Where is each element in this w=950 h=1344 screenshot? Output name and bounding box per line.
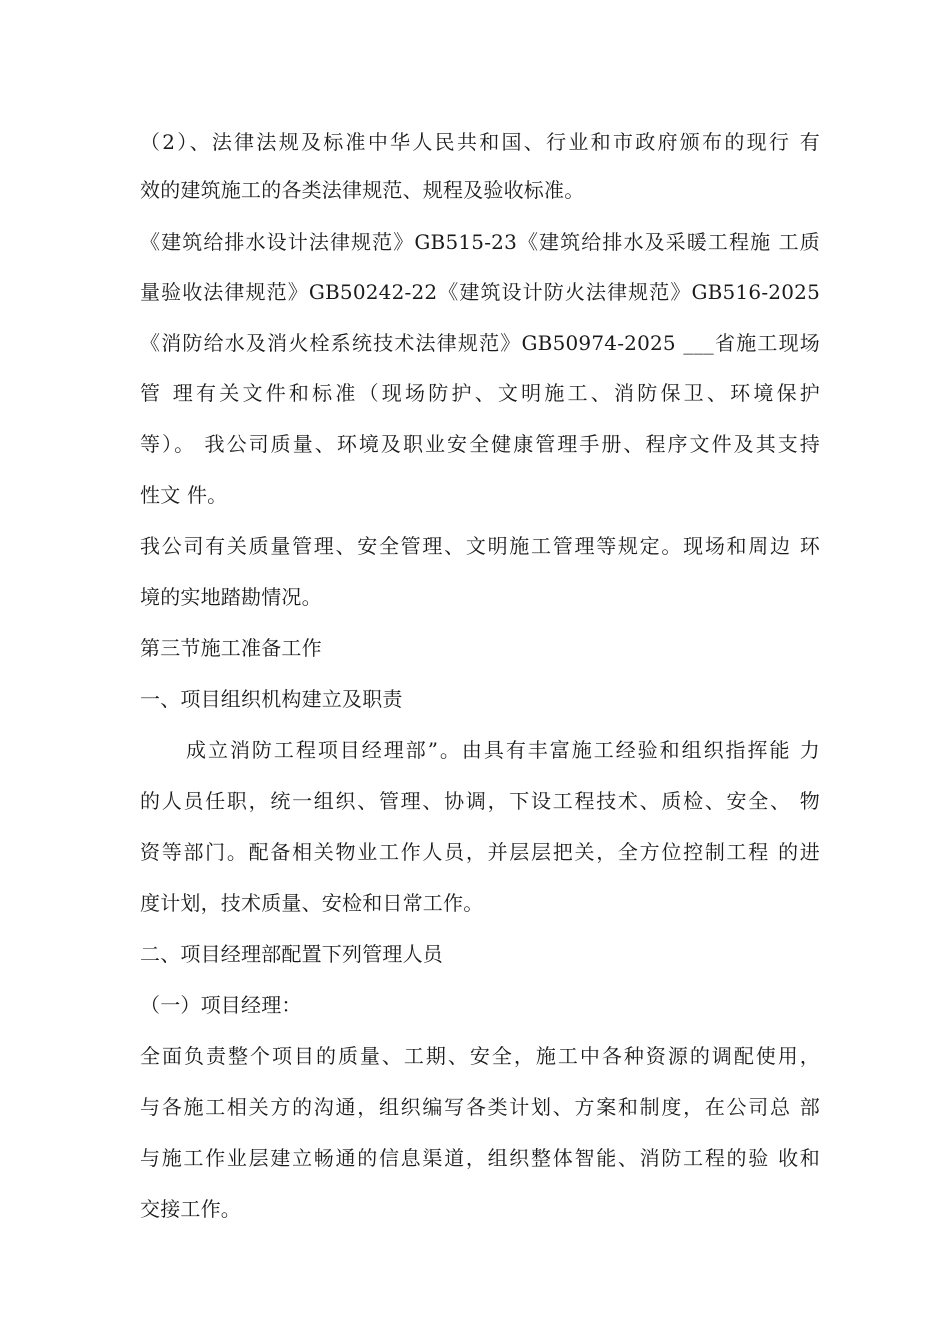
text-line: 境的实地踏勘情况。 — [140, 585, 322, 609]
text-line-standard: 《建筑给排水设计法律规范》GB515-23《建筑给排水及采暖工程施 工质 — [140, 230, 820, 254]
text-line: 性文 件。 — [140, 483, 228, 507]
text-line: 资等部门。配备相关物业工作人员，并层层把关，全方位控制工程 的进 — [140, 840, 820, 864]
text-line: 与各施工相关方的沟通，组织编写各类计划、方案和制度，在公司总 部 — [140, 1095, 820, 1119]
text-line-standard: 量验收法律规范》GB50242-22《建筑设计防火法律规范》GB516-2025 — [140, 280, 820, 304]
text-line-standard: 《消防给水及消火栓系统技术法律规范》GB50974-2025 ___省施工现场 — [140, 331, 820, 355]
text-line: 我公司有关质量管理、安全管理、文明施工管理等规定。现场和周边 环 — [140, 534, 820, 558]
subsection-heading: 二、项目经理部配置下列管理人员 — [140, 942, 443, 966]
text-line: 交接工作。 — [140, 1197, 241, 1221]
section-heading: 第三节施工准备工作 — [140, 636, 322, 660]
text-line-legal-basis: （2）、法律法规及标准中华人民共和国、行业和市政府颁布的现行 有 — [140, 130, 820, 154]
text-line: 管 理有关文件和标准（现场防护、文明施工、消防保卫、环境保护 — [140, 381, 820, 405]
subsection-heading: 一、项目组织机构建立及职责 — [140, 687, 403, 711]
item-heading: （一）项目经理： — [140, 993, 302, 1017]
text-line: 与施工作业层建立畅通的信息渠道，组织整体智能、消防工程的验 收和 — [140, 1146, 820, 1170]
paragraph-first-line: 成立消防工程项目经理部”。由具有丰富施工经验和组织指挥能 力 — [186, 738, 820, 762]
text-line: 度计划，技术质量、安检和日常工作。 — [140, 891, 484, 915]
text-line: 的人员任职，统一组织、管理、协调，下设工程技术、质检、安全、 物 — [140, 789, 820, 813]
text-line: 全面负责整个项目的质量、工期、安全，施工中各种资源的调配使用， — [140, 1044, 820, 1068]
text-line: 等）。 我公司质量、环境及职业安全健康管理手册、程序文件及其支持 — [140, 432, 820, 456]
text-line: 效的建筑施工的各类法律规范、规程及验收标准。 — [140, 178, 585, 202]
